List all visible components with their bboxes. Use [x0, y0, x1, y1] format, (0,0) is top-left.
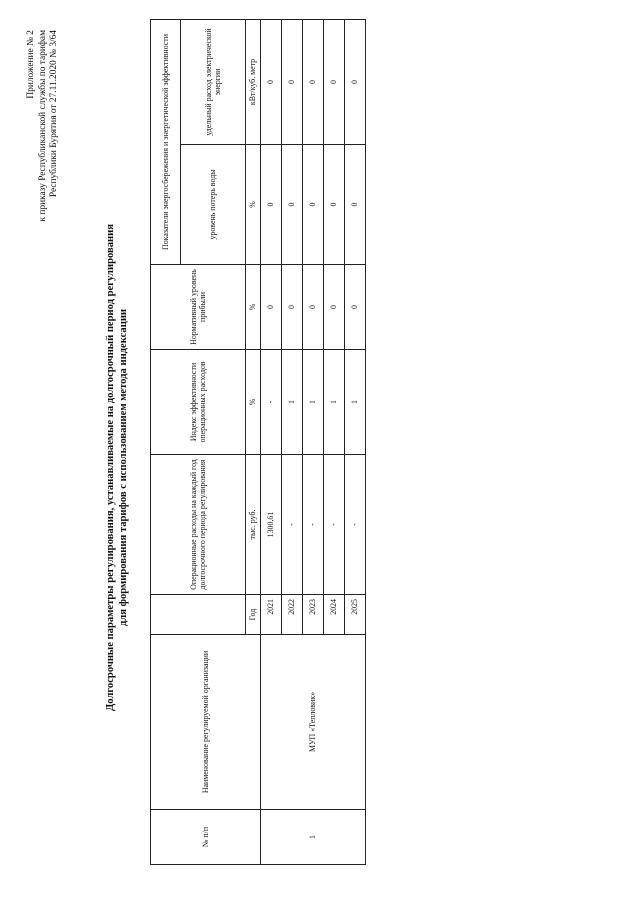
- opex-cell: -: [282, 455, 303, 595]
- header-index: Индекс эффективности операционных расходов: [151, 350, 246, 455]
- electricity-cell: 0: [261, 19, 282, 144]
- unit-opex: тыс. руб.: [246, 455, 261, 595]
- water-loss-cell: 0: [303, 145, 324, 265]
- unit-electricity: кВт/куб. метр: [246, 19, 261, 144]
- header-profit: Нормативный уровень прибыли: [151, 265, 246, 350]
- water-loss-cell: 0: [282, 145, 303, 265]
- opex-cell: -: [345, 455, 366, 595]
- header-num: № п/п: [151, 810, 261, 865]
- profit-cell: 0: [324, 265, 345, 350]
- row-number: 1: [261, 810, 366, 865]
- header-opex: Операционные расходы на каждый год долгосрочного периода регулирования: [151, 455, 246, 595]
- year-cell: 2021: [261, 595, 282, 635]
- opex-cell: 1300,61: [261, 455, 282, 595]
- title-line-2: для формирования тарифов с использованием метода индексации: [118, 308, 129, 627]
- index-cell: 1: [345, 350, 366, 455]
- profit-cell: 0: [303, 265, 324, 350]
- appendix-line-3: Республики Бурятия от 27.11.2020 № 3/64: [49, 30, 59, 198]
- document-title: [104, 100, 130, 835]
- header-energy-group: Показатели энергосбережения и энергетической эффективности: [151, 19, 181, 264]
- index-cell: -: [261, 350, 282, 455]
- header-year: Год: [246, 595, 261, 635]
- regulation-parameters-table: [150, 19, 366, 865]
- appendix-line-2: к приказу Республиканской службы по тарифам: [37, 30, 48, 222]
- unit-water-loss: %: [246, 145, 261, 265]
- unit-index: %: [246, 350, 261, 455]
- year-cell: 2022: [282, 595, 303, 635]
- opex-cell: -: [303, 455, 324, 595]
- profit-cell: 0: [261, 265, 282, 350]
- profit-cell: 0: [282, 265, 303, 350]
- organization-name: МУП «Тепловик»: [261, 635, 366, 810]
- header-water-loss: уровень потерь воды: [181, 145, 246, 265]
- water-loss-cell: 0: [345, 145, 366, 265]
- water-loss-cell: 0: [261, 145, 282, 265]
- electricity-cell: 0: [282, 19, 303, 144]
- table-row: [261, 19, 282, 864]
- electricity-cell: 0: [324, 19, 345, 144]
- title-line-1: Долгосрочные параметры регулирования, устанавливаемые на долгосрочный период регулирования: [105, 224, 116, 711]
- unit-profit: %: [246, 265, 261, 350]
- profit-cell: 0: [345, 265, 366, 350]
- appendix-line-1: Приложение № 2: [26, 30, 36, 99]
- year-cell: 2024: [324, 595, 345, 635]
- electricity-cell: 0: [345, 19, 366, 144]
- year-cell: 2025: [345, 595, 366, 635]
- rotated-page: [20, 20, 640, 865]
- header-electricity: удельный расход электрической энергии: [181, 19, 246, 144]
- header-org: Наименование регулируемой организации: [151, 635, 261, 810]
- opex-cell: -: [324, 455, 345, 595]
- electricity-cell: 0: [303, 19, 324, 144]
- index-cell: 1: [303, 350, 324, 455]
- water-loss-cell: 0: [324, 145, 345, 265]
- index-cell: 1: [282, 350, 303, 455]
- index-cell: 1: [324, 350, 345, 455]
- year-cell: 2023: [303, 595, 324, 635]
- header-row-1: [151, 19, 181, 864]
- appendix-note: [26, 30, 61, 370]
- header-year-blank: [151, 595, 246, 635]
